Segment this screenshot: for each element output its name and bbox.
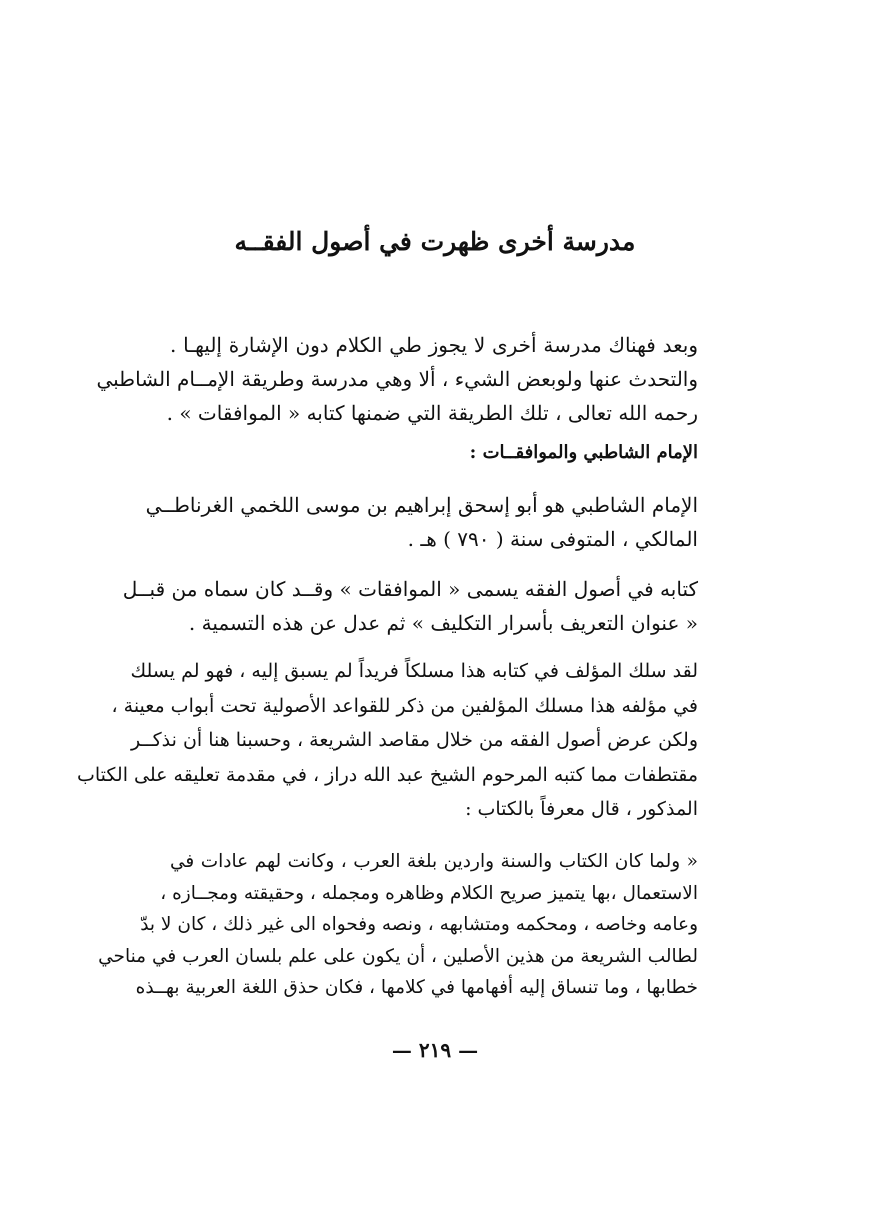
text-line: « عنوان التعريف بأسرار التكليف » ثم عدل عن هذه التسمية . — [188, 611, 698, 635]
text-line: « ولما كان الكتاب والسنة واردين بلغة العرب ، وكانت لهم عادات في — [170, 851, 698, 872]
text-line: خطابها ، وما تنساق إليه أفهامها في كلامها ، فكان حذق اللغة العربية بهــذه — [135, 977, 698, 998]
book-paragraph — [122, 572, 698, 640]
intro-paragraph — [96, 328, 698, 430]
text-line: في مؤلفه هذا مسلك المؤلفين من ذكر للقواعد الأصولية تحت أبواب معينة ، — [111, 694, 698, 717]
bio-paragraph — [145, 488, 698, 556]
text-line: الإمام الشاطبي هو أبو إسحق إبراهيم بن موسى اللخمي الغرناطــي — [145, 493, 698, 517]
approach-paragraph — [77, 654, 698, 827]
text-line: الاستعمال ،بها يتميز صريح الكلام وظاهره ومجمله ، وحقيقته ومجــازه ، — [160, 882, 698, 904]
quote-paragraph — [98, 846, 698, 1004]
text-line: وبعد فهناك مدرسة أخرى لا يجوز طي الكلام دون الإشارة إليهـا . — [170, 333, 698, 357]
text-line: لقد سلك المؤلف في كتابه هذا مسلكاً فريداً لم يسبق إليه ، فهو لم يسلك — [130, 660, 698, 682]
text-line: وعامه وخاصه ، ومحكمه ومتشابهه ، ونصه وفحواه الى غير ذلك ، كان لا بدّ — [140, 914, 698, 935]
section-heading: الإمام الشاطبي والموافقــات : — [469, 442, 698, 463]
text-line: رحمه الله تعالى ، تلك الطريقة التي ضمنها كتابه « الموافقات » . — [166, 401, 698, 425]
text-line: والتحدث عنها ولوبعض الشيء ، ألا وهي مدرسة وطريقة الإمــام الشاطبي — [96, 367, 698, 391]
text-line: مقتطفات مما كتبه المرحوم الشيخ عبد الله دراز ، في مقدمة تعليقه على الكتاب — [77, 763, 698, 786]
text-line: لطالب الشريعة من هذين الأصلين ، أن يكون على علم بلسان العرب في مناحي — [98, 945, 698, 967]
page-title: مدرسة أخرى ظهرت في أصول الفقــه — [234, 227, 636, 256]
text-line: المالكي ، المتوفى سنة ( ٧٩٠ ) هـ . — [407, 527, 698, 551]
text-line: كتابه في أصول الفقه يسمى « الموافقات » وقــد كان سماه من قبــل — [122, 577, 698, 601]
text-line: المذكور ، قال معرفاً بالكتاب : — [465, 798, 698, 820]
page-number: — ٢١٩ — — [391, 1038, 479, 1062]
text-line: ولكن عرض أصول الفقه من خلال مقاصد الشريعة ، وحسبنا هنا أن نذكــر — [130, 729, 698, 751]
